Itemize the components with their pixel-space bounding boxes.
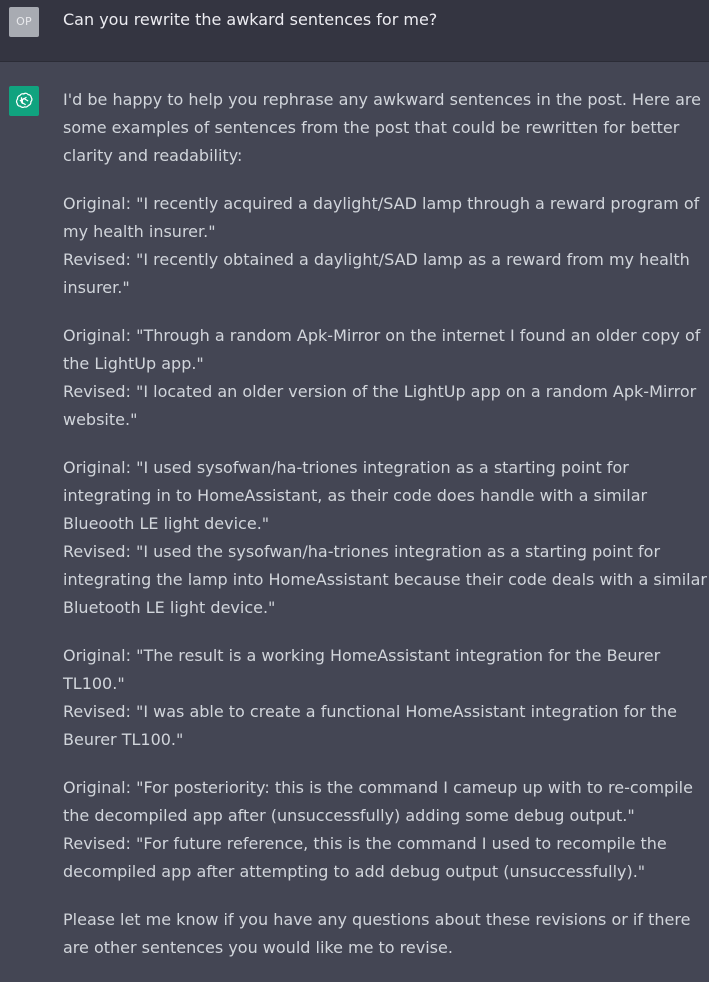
assistant-message-text <box>63 86 709 982</box>
revision-pair-1 <box>63 190 709 302</box>
original-sentence: Original: "I recently acquired a daylight/SAD lamp through a reward program of my health insurer." <box>63 194 700 241</box>
user-avatar: OP <box>9 7 39 37</box>
revised-sentence: Revised: "For future reference, this is the command I used to recompile the decompiled app after attempting to add debug output (unsuccessfully)." <box>63 834 667 881</box>
revision-pair-2 <box>63 322 709 434</box>
revision-pair-3 <box>63 454 709 622</box>
assistant-closing: Please let me know if you have any questions about these revisions or if there are other sentences you would like me to revise. <box>63 910 691 957</box>
revised-sentence: Revised: "I recently obtained a daylight/SAD lamp as a reward from my health insurer." <box>63 250 690 297</box>
original-sentence: Original: "I used sysofwan/ha-triones integration as a starting point for integrating in to HomeAssistant, as their code does handle with a similar Blueooth LE light device." <box>63 458 648 533</box>
revision-pair-5 <box>63 774 709 886</box>
original-sentence: Original: "For posteriority: this is the command I cameup up with to re-compile the decompiled app after (unsuccessfully) adding some debug output." <box>63 778 693 825</box>
original-sentence: Original: "Through a random Apk-Mirror on the internet I found an older copy of the LightUp app." <box>63 326 701 373</box>
revised-sentence: Revised: "I located an older version of the LightUp app on a random Apk-Mirror website." <box>63 382 697 429</box>
revision-pair-4 <box>63 642 709 754</box>
revised-sentence: Revised: "I used the sysofwan/ha-triones integration as a starting point for integrating the lamp into HomeAssistant because their code deals with a similar Bluetooth LE light device." <box>63 542 708 617</box>
openai-logo-icon <box>9 86 39 116</box>
original-sentence: Original: "The result is a working HomeAssistant integration for the Beurer TL100." <box>63 646 661 693</box>
user-message-text: Can you rewrite the awkard sentences for me? <box>63 10 438 29</box>
user-message-row <box>0 0 709 62</box>
assistant-intro: I'd be happy to help you rephrase any awkward sentences in the post. Here are some examples of sentences from the post that could be rewritten for better clarity and readability: <box>63 90 701 165</box>
assistant-message-row <box>0 62 709 965</box>
revised-sentence: Revised: "I was able to create a functional HomeAssistant integration for the Beurer TL100." <box>63 702 677 749</box>
